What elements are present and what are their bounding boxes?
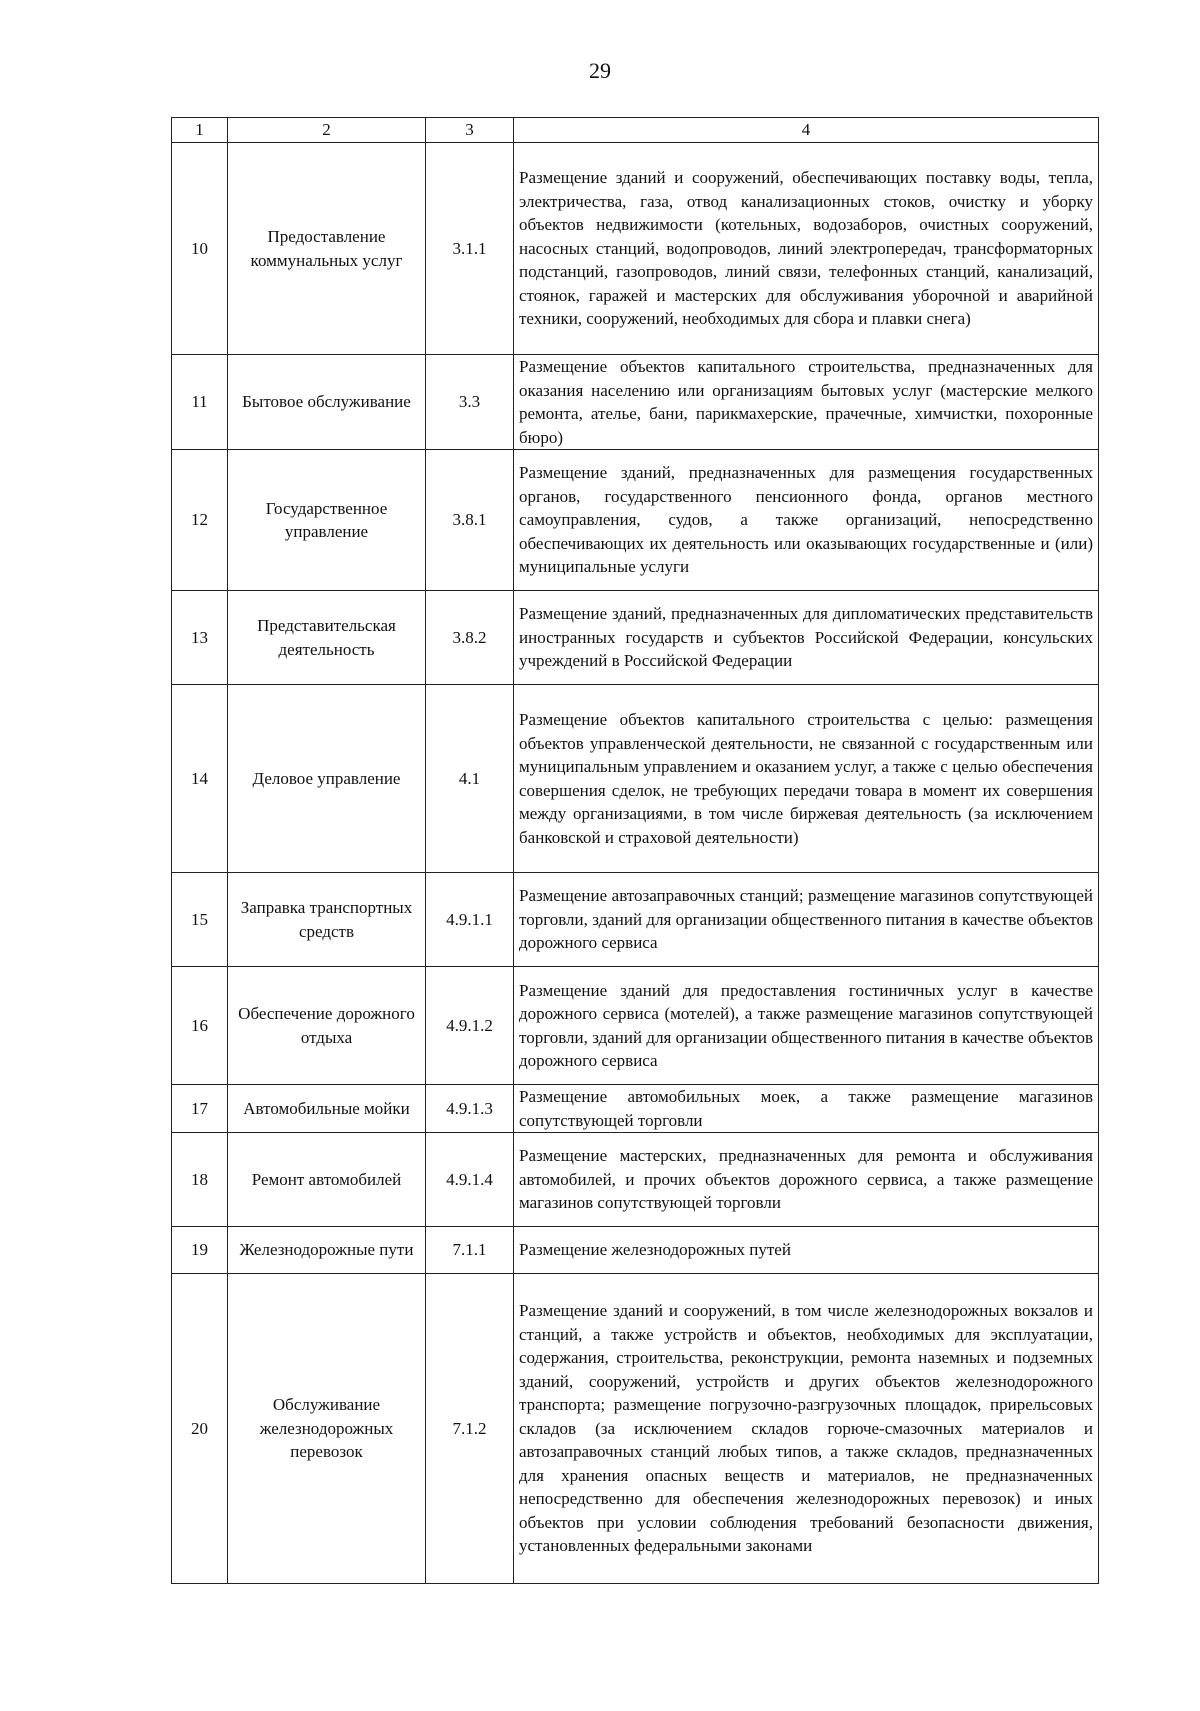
- use-type-code: 4.9.1.2: [426, 967, 514, 1085]
- use-type-description: Размещение мастерских, предназначенных для ремонта и обслуживания автомобилей, и прочих объектов дорожного сервиса, а также размещение магазинов сопутствующей торговли: [514, 1133, 1099, 1227]
- header-cell: 2: [228, 118, 426, 143]
- row-number: 20: [172, 1274, 228, 1584]
- use-type-code: 4.1: [426, 685, 514, 873]
- table-row: [172, 685, 1099, 873]
- table-row: [172, 1133, 1099, 1227]
- use-type-code: 7.1.2: [426, 1274, 514, 1584]
- use-type-code: 3.8.2: [426, 591, 514, 685]
- table-row: [172, 450, 1099, 591]
- use-type-description: Размещение зданий и сооружений, обеспечивающих поставку воды, тепла, электричества, газа, отвод канализационных стоков, очистку и уборку объектов недвижимости (котельных, водозаборов, очистных сооружений, насосных станций, водопроводов, линий электропередач, трансформаторных подстанций, газопроводов, линий связи, телефонных станций, канализаций, стоянок, гаражей и мастерских для обслуживания уборочной и аварийной техники, сооружений, необходимых для сбора и плавки снега): [514, 143, 1099, 355]
- use-type-description: Размещение объектов капитального строительства с целью: размещения объектов управленческой деятельности, не связанной с государственным или муниципальным управлением и оказанием услуг, а также с целью обеспечения совершения сделок, не требующих передачи товара в момент их совершения между организациями, в том числе биржевая деятельность (за исключением банковской и страховой деятельности): [514, 685, 1099, 873]
- use-type-code: 7.1.1: [426, 1227, 514, 1274]
- row-number: 14: [172, 685, 228, 873]
- use-type-description: Размещение автозаправочных станций; размещение магазинов сопутствующей торговли, зданий для организации общественного питания в качестве объектов дорожного сервиса: [514, 873, 1099, 967]
- use-type-code: 4.9.1.1: [426, 873, 514, 967]
- use-type-name: Автомобильные мойки: [228, 1085, 426, 1133]
- use-type-description: Размещение объектов капитального строительства, предназначенных для оказания населению или организациям бытовых услуг (мастерские мелкого ремонта, ателье, бани, парикмахерские, прачечные, химчистки, похоронные бюро): [514, 355, 1099, 450]
- row-number: 16: [172, 967, 228, 1085]
- row-number: 11: [172, 355, 228, 450]
- use-type-description: Размещение автомобильных моек, а также размещение магазинов сопутствующей торговли: [514, 1085, 1099, 1133]
- table-row: [172, 1085, 1099, 1133]
- use-type-name: Обеспечение дорожного отдыха: [228, 967, 426, 1085]
- use-type-name: Предоставление коммунальных услуг: [228, 143, 426, 355]
- use-type-code: 4.9.1.3: [426, 1085, 514, 1133]
- table-row: [172, 873, 1099, 967]
- table-row: [172, 1274, 1099, 1584]
- table-row: [172, 143, 1099, 355]
- row-number: 10: [172, 143, 228, 355]
- header-cell: 3: [426, 118, 514, 143]
- table-row: [172, 1227, 1099, 1274]
- use-type-description: Размещение зданий и сооружений, в том числе железнодорожных вокзалов и станций, а также устройств и объектов, необходимых для эксплуатации, содержания, строительства, реконструкции, ремонта наземных и подземных зданий, сооружений, устройств и других объектов железнодорожного транспорта; размещение погрузочно-разгрузочных площадок, прирельсовых складов (за исключением складов горюче-смазочных материалов и автозаправочных станций любых типов, а также складов, предназначенных для хранения опасных веществ и материалов, не предназначенных непосредственно для обеспечения железнодорожных перевозок) и иных объектов при условии соблюдения требований безопасности движения, установленных федеральными законами: [514, 1274, 1099, 1584]
- use-type-description: Размещение зданий, предназначенных для дипломатических представительств иностранных государств и субъектов Российской Федерации, консульских учреждений в Российской Федерации: [514, 591, 1099, 685]
- land-use-table: [171, 117, 1099, 1584]
- use-type-name: Железнодорожные пути: [228, 1227, 426, 1274]
- table-row: [172, 355, 1099, 450]
- table-row: [172, 967, 1099, 1085]
- row-number: 12: [172, 450, 228, 591]
- use-type-code: 3.1.1: [426, 143, 514, 355]
- row-number: 18: [172, 1133, 228, 1227]
- use-type-description: Размещение зданий, предназначенных для размещения государственных органов, государственного пенсионного фонда, органов местного самоуправления, судов, а также организаций, непосредственно обеспечивающих их деятельность или оказывающих государственные и (или) муниципальные услуги: [514, 450, 1099, 591]
- use-type-name: Ремонт автомобилей: [228, 1133, 426, 1227]
- table-header-row: [172, 118, 1099, 143]
- use-type-name: Деловое управление: [228, 685, 426, 873]
- use-type-name: Представительская деятельность: [228, 591, 426, 685]
- use-type-name: Заправка транспортных средств: [228, 873, 426, 967]
- use-type-description: Размещение железнодорожных путей: [514, 1227, 1099, 1274]
- header-cell: 1: [172, 118, 228, 143]
- row-number: 17: [172, 1085, 228, 1133]
- use-type-description: Размещение зданий для предоставления гостиничных услуг в качестве дорожного сервиса (мотелей), а также размещение магазинов сопутствующей торговли, зданий для организации общественного питания в качестве объектов дорожного сервиса: [514, 967, 1099, 1085]
- use-type-name: Обслуживание железнодорожных перевозок: [228, 1274, 426, 1584]
- use-type-code: 3.3: [426, 355, 514, 450]
- page-number: 29: [589, 58, 611, 83]
- use-type-code: 3.8.1: [426, 450, 514, 591]
- row-number: 15: [172, 873, 228, 967]
- header-cell: 4: [514, 118, 1099, 143]
- row-number: 19: [172, 1227, 228, 1274]
- table-row: [172, 591, 1099, 685]
- use-type-name: Государственное управление: [228, 450, 426, 591]
- row-number: 13: [172, 591, 228, 685]
- use-type-code: 4.9.1.4: [426, 1133, 514, 1227]
- use-type-name: Бытовое обслуживание: [228, 355, 426, 450]
